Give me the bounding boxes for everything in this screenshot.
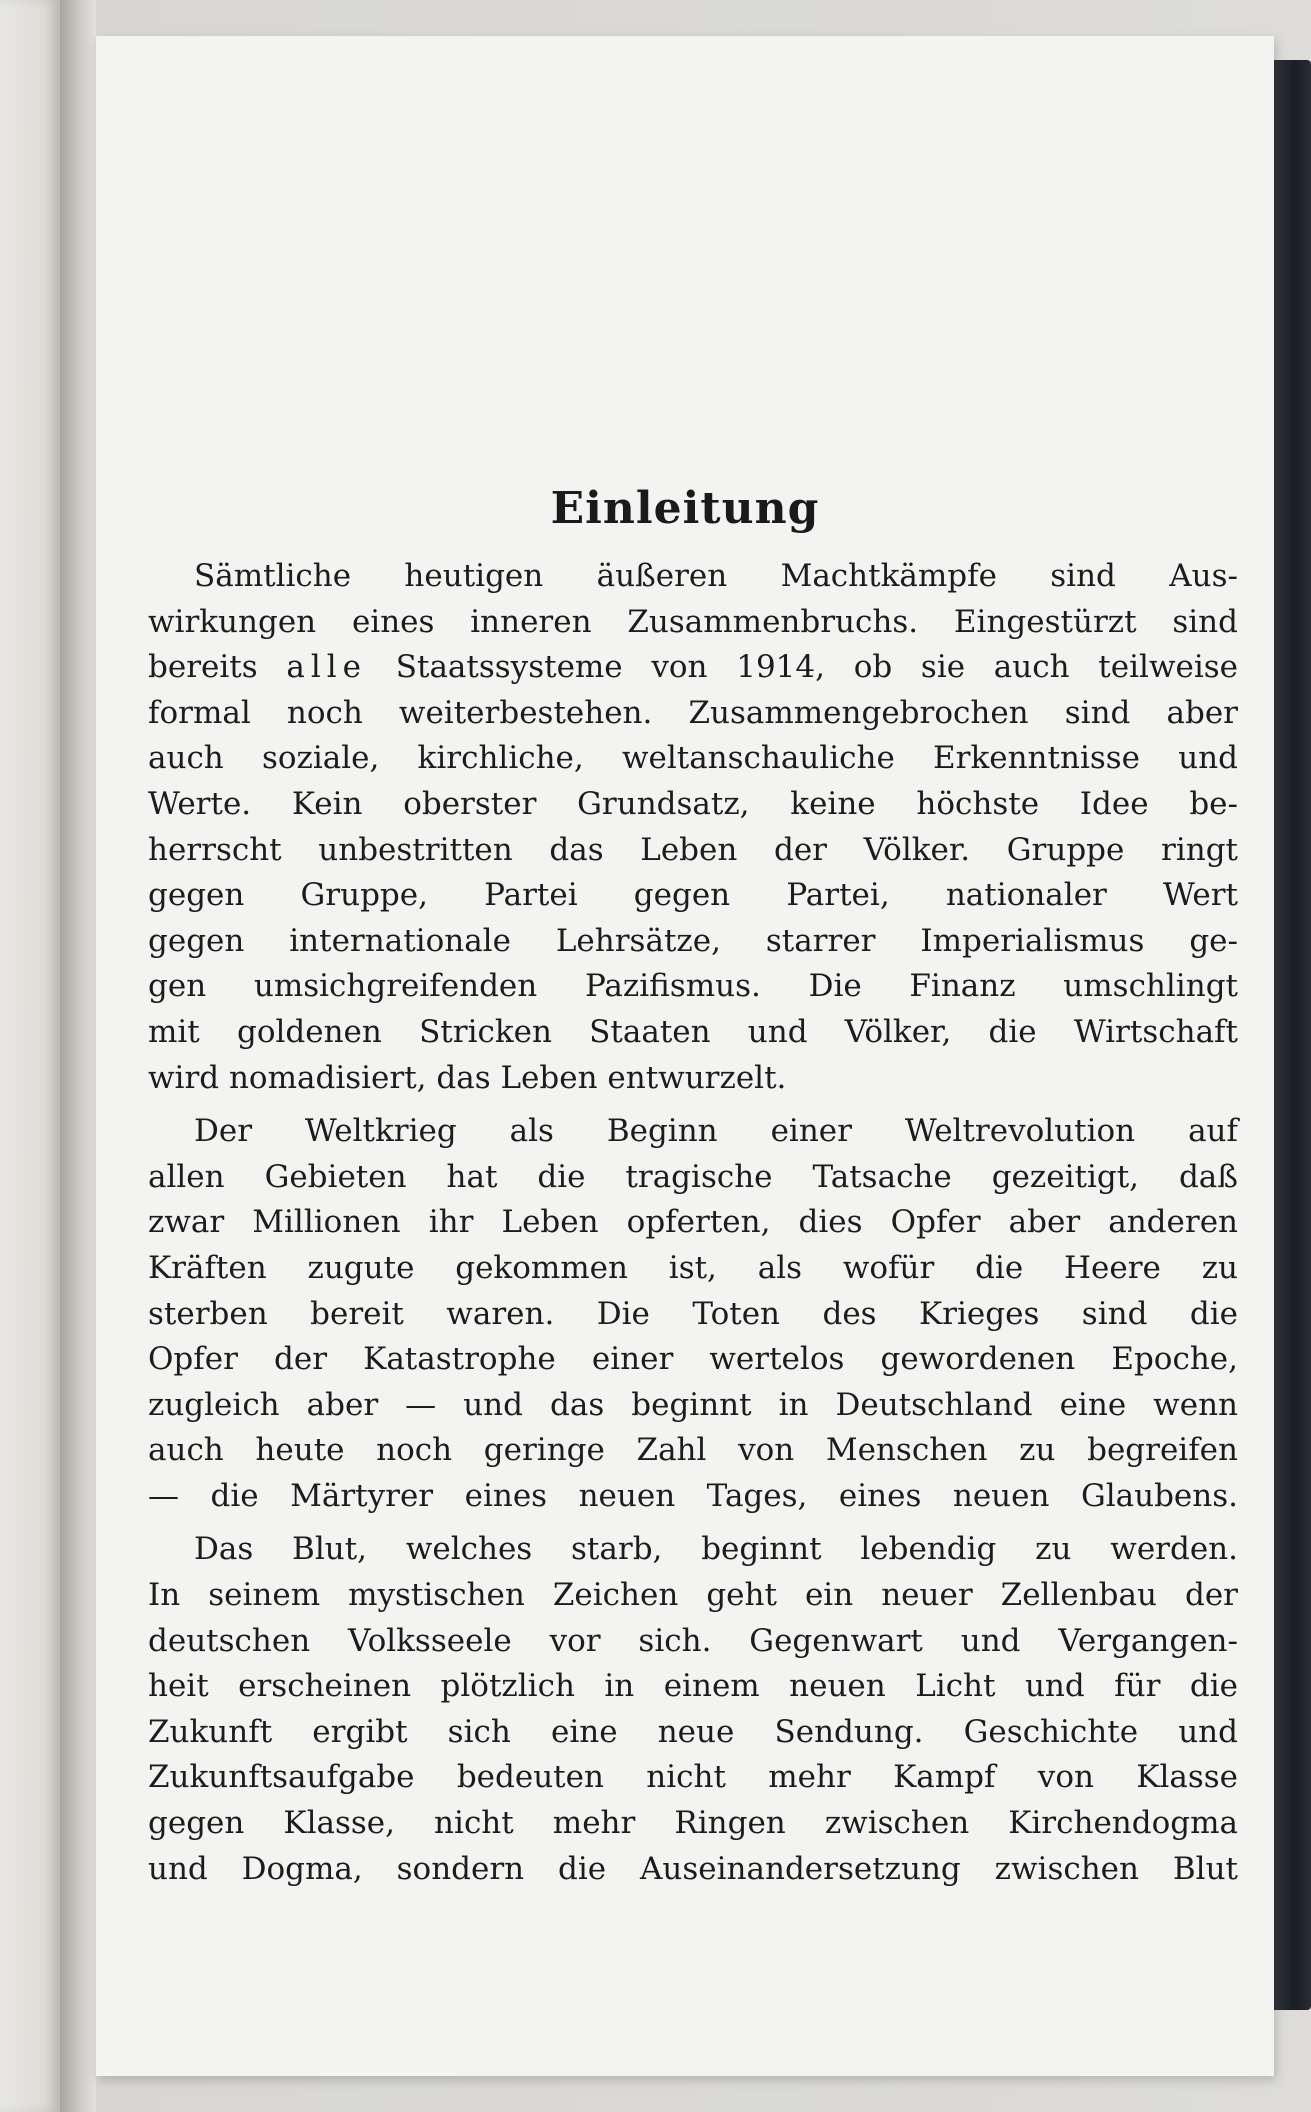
text-segment: bereits (148, 649, 287, 686)
book-gutter (60, 0, 96, 2112)
text-line: formal noch weiterbestehen. Zusammengebrochen sind aber (148, 694, 1238, 731)
text-line: allen Gebieten hat die tragische Tatsache gezeitigt, daß (148, 1158, 1238, 1195)
text-line: zwar Millionen ihr Leben opferten, dies Opfer aber anderen (148, 1204, 1238, 1241)
paragraph-1 (148, 554, 1238, 1101)
text-line: heit erscheinen plötzlich in einem neuen Licht und für die (148, 1668, 1238, 1705)
body-text (148, 554, 1238, 1900)
text-line: herrscht unbestritten das Leben der Völker. Gruppe ringt (148, 831, 1238, 868)
text-line: auch heute noch geringe Zahl von Menschen zu begreifen (148, 1432, 1238, 1469)
text-line: In seinem mystischen Zeichen geht ein neuer Zellenbau der (148, 1577, 1238, 1614)
paragraph-3 (148, 1527, 1238, 1892)
text-line: wird nomadisiert, das Leben entwurzelt. (148, 1059, 787, 1096)
text-line: deutschen Volksseele vor sich. Gegenwart und Vergangen- (148, 1622, 1238, 1659)
text-segment: Staatssysteme von 1914, ob sie auch teilweise (367, 649, 1238, 686)
facing-page-edge (0, 0, 60, 2112)
text-line: und Dogma, sondern die Auseinandersetzung zwischen Blut (148, 1850, 1238, 1887)
book-page (96, 36, 1274, 2076)
text-line: zugleich aber — und das beginnt in Deutschland eine wenn (148, 1386, 1238, 1423)
text-line: gegen Gruppe, Partei gegen Partei, nationaler Wert (148, 877, 1238, 914)
emphasized-word: alle (286, 649, 368, 686)
text-line: gegen Klasse, nicht mehr Ringen zwischen Kirchendogma (148, 1805, 1238, 1842)
text-line: sterben bereit waren. Die Toten des Krieges sind die (148, 1295, 1238, 1332)
paragraph-2 (148, 1109, 1238, 1519)
text-line: Werte. Kein oberster Grundsatz, keine höchste Idee be- (148, 785, 1238, 822)
text-line (148, 645, 1238, 691)
text-line: Opfer der Katastrophe einer wertelos gewordenen Epoche, (148, 1341, 1238, 1378)
text-line: Kräften zugute gekommen ist, als wofür die Heere zu (148, 1249, 1238, 1286)
text-line: Das Blut, welches starb, beginnt lebendig zu werden. (194, 1531, 1238, 1568)
text-line: Zukunftsaufgabe bedeuten nicht mehr Kampf von Klasse (148, 1759, 1238, 1796)
text-line: gegen internationale Lehrsätze, starrer Imperialismus ge- (148, 922, 1238, 959)
book-cover-edge (1268, 60, 1311, 2010)
text-line: wirkungen eines inneren Zusammenbruchs. Eingestürzt sind (148, 603, 1238, 640)
text-line: gen umsichgreifenden Pazifismus. Die Finanz umschlingt (148, 968, 1238, 1005)
text-line: — die Märtyrer eines neuen Tages, eines neuen Glaubens. (148, 1477, 1238, 1514)
text-line: Sämtliche heutigen äußeren Machtkämpfe sind Aus- (194, 558, 1238, 594)
text-line: mit goldenen Stricken Staaten und Völker, die Wirtschaft (148, 1013, 1238, 1050)
chapter-title: Einleitung (550, 483, 820, 535)
text-line: Der Weltkrieg als Beginn einer Weltrevolution auf (194, 1113, 1238, 1150)
text-line: auch soziale, kirchliche, weltanschauliche Erkenntnisse und (148, 740, 1238, 777)
text-line: Zukunft ergibt sich eine neue Sendung. Geschichte und (148, 1713, 1238, 1750)
